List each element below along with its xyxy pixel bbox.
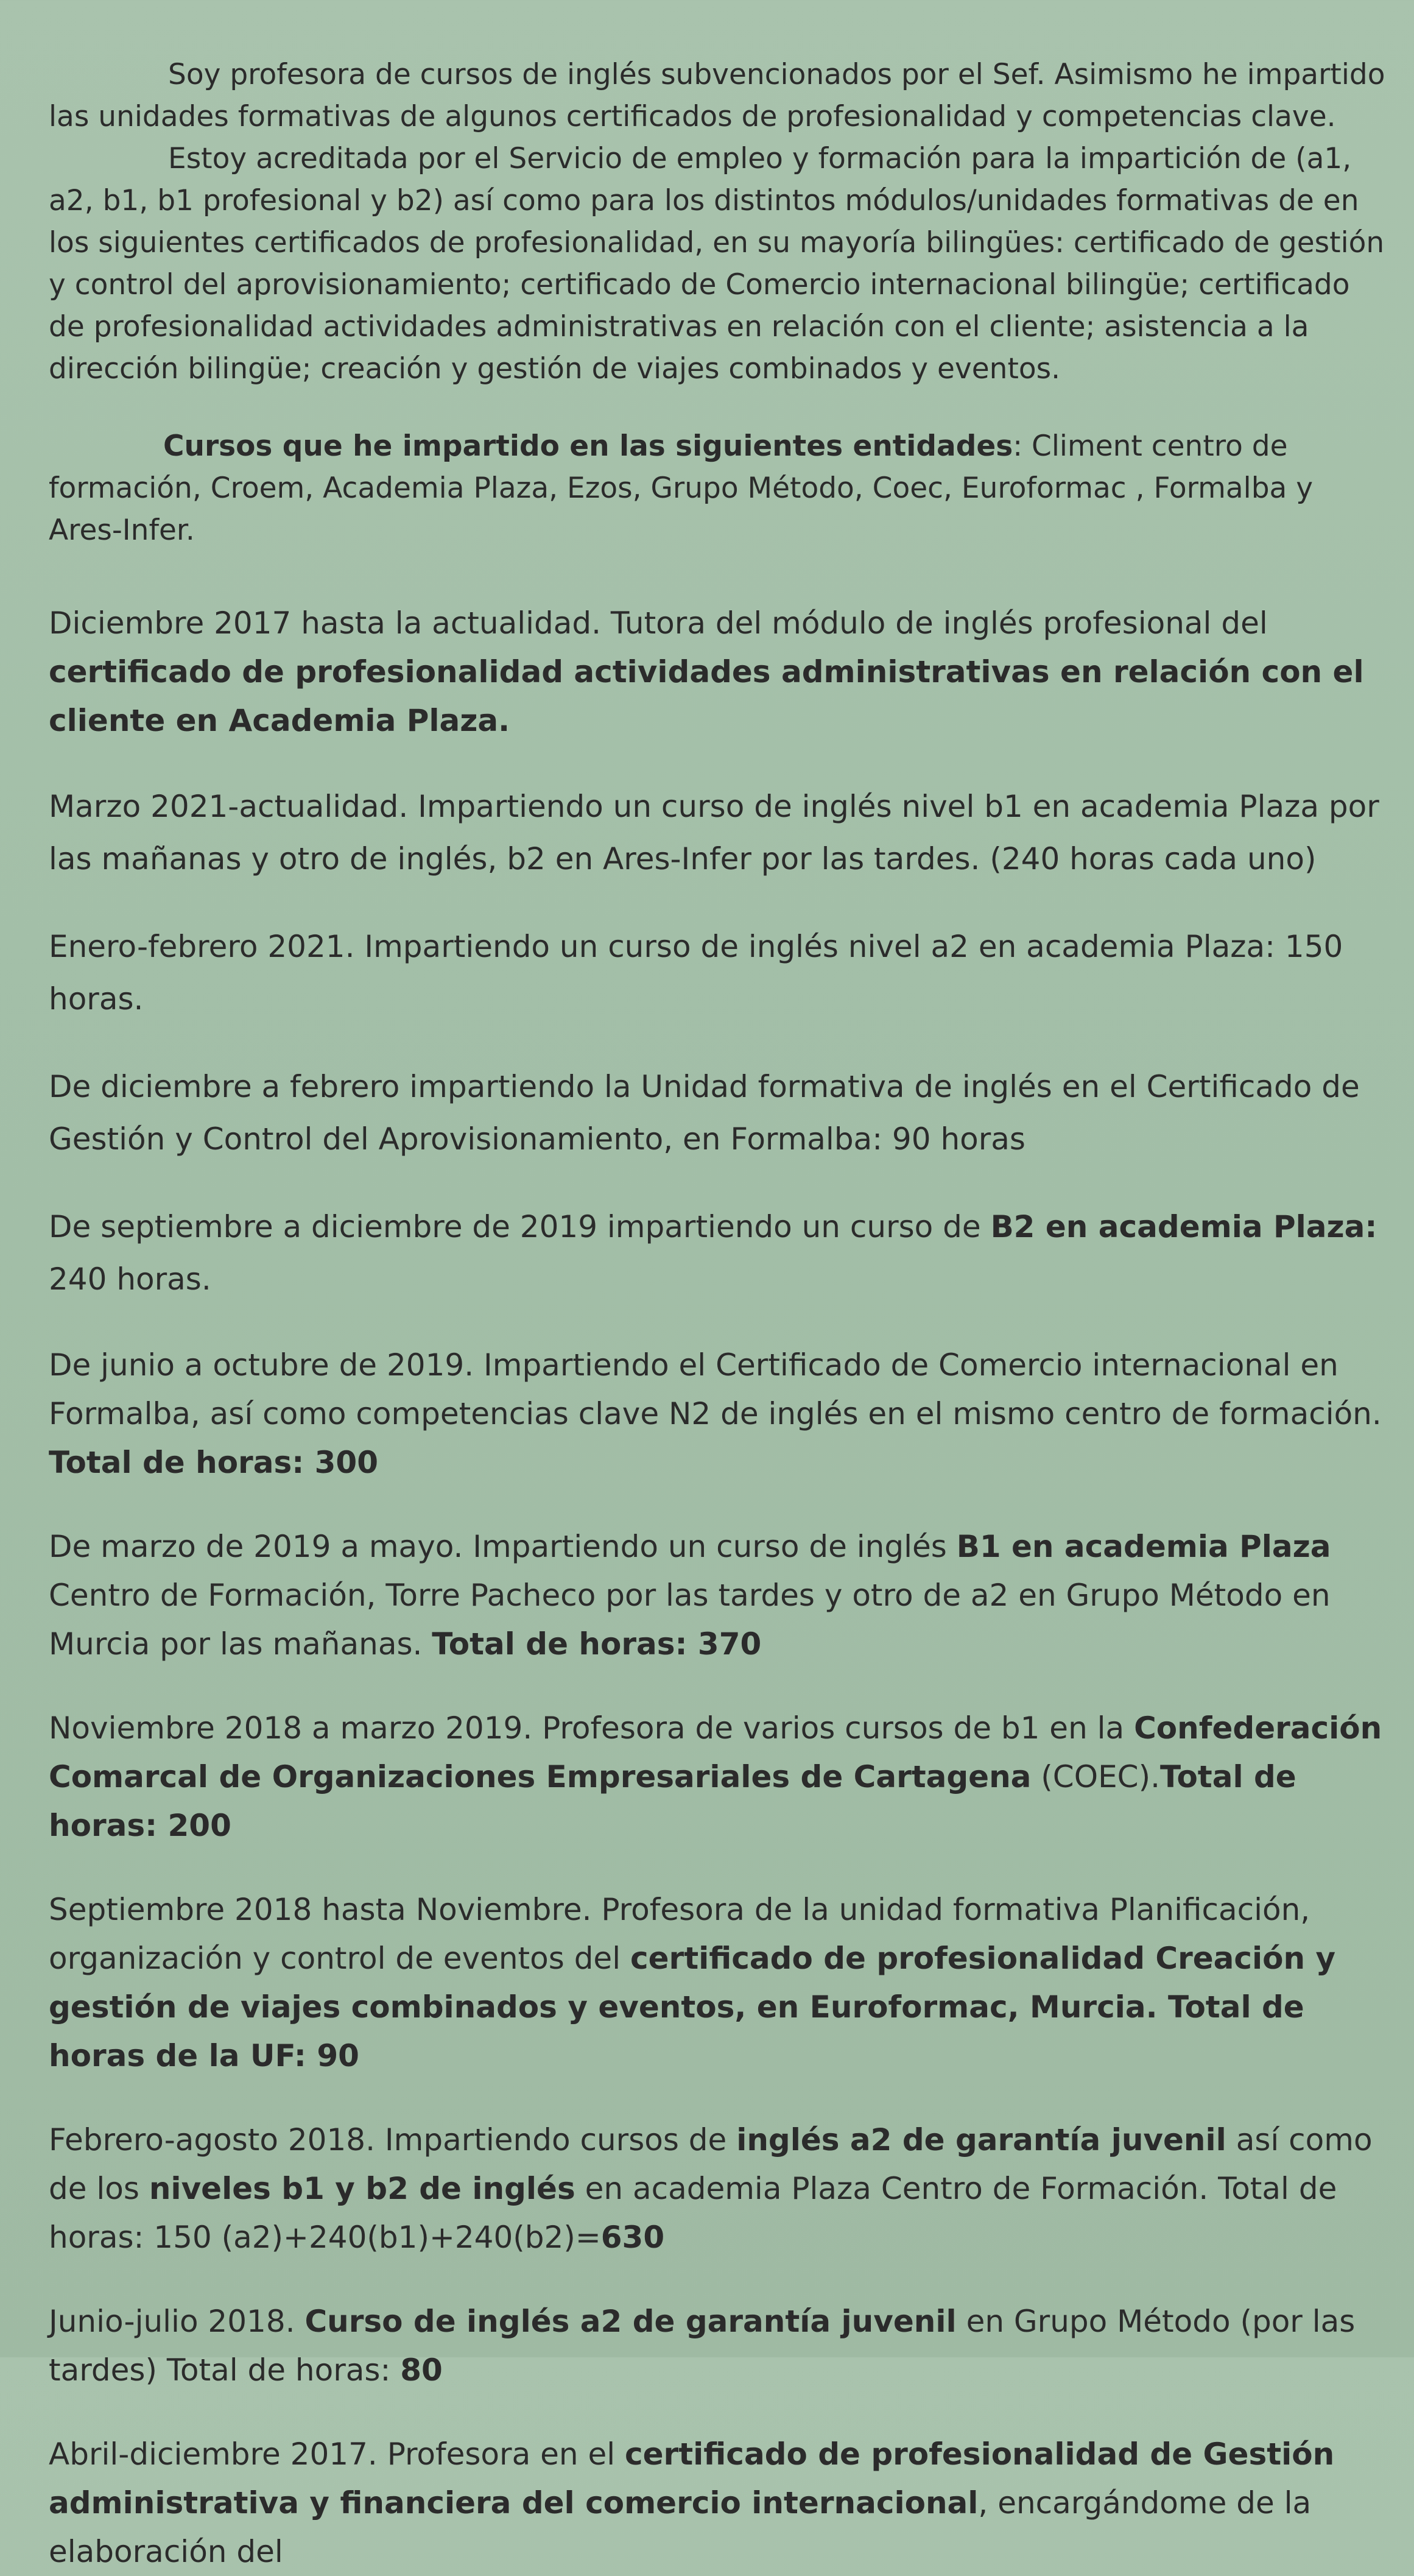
experience-entry [49, 1704, 1390, 1850]
entry-text: Marzo 2021-actualidad. Impartiendo un curso de inglés nivel b1 en academia Plaza por las mañanas y otro de inglés, b2 en Ares-Infer por las tardes. (240 horas cada uno) [49, 789, 1379, 877]
experience-entry [49, 2115, 1390, 2262]
entry-text: Noviembre 2018 a marzo 2019. Profesora de varios cursos de b1 en la [49, 1710, 1134, 1746]
spacer [49, 390, 1390, 425]
experience-entry [49, 1522, 1390, 1668]
entry-text: Diciembre 2017 hasta la actualidad. Tutora del módulo de inglés profesional del [49, 605, 1268, 641]
entry-bold: Total de horas: 200 [49, 1759, 1296, 1843]
experience-entry [49, 2430, 1390, 2576]
entry-text: De septiembre a diciembre de 2019 impartiendo un curso de [49, 1209, 991, 1244]
intro-paragraph-2: Estoy acreditada por el Servicio de empleo y formación para la impartición de (a1, a2, b1, b1 profesional y b2) así como para los distintos módulos/unidades formativas de en los siguientes certificados de profesionalidad, en su mayoría bilingües: certificado de gestión y control del aprovisionamiento; certificado de Comercio internacional bilingüe; certificado de profesionalidad actividades administrativas en relación con el cliente; asistencia a la dirección bilingüe; creación y gestión de viajes combinados y eventos. [49, 142, 1385, 386]
experience-entry [49, 1201, 1390, 1305]
entry-text: en academia Plaza Centro de Formación. Total de horas: 150 (a2)+240(b1)+240(b2)= [49, 2171, 1337, 2255]
entry-text: , encargándome de la elaboración del [49, 2485, 1312, 2569]
entry-bold: B2 en academia Plaza: [990, 1209, 1377, 1244]
entities-paragraph [49, 425, 1390, 551]
entry-text: Enero-febrero 2021. Impartiendo un curso de inglés nivel a2 en academia Plaza: 150 horas. [49, 929, 1343, 1017]
intro-paragraph-1: Soy profesora de cursos de inglés subvencionados por el Sef. Asimismo he impartido las unidades formativas de algunos certificados de profesionalidad y competencias clave. [49, 58, 1385, 133]
experience-entry [49, 780, 1390, 885]
entry-text: Centro de Formación, Torre Pacheco por las tardes y otro de a2 en Grupo Método en Murcia por las mañanas. [49, 1578, 1331, 1662]
entry-bold: Total de horas: 300 [49, 1445, 378, 1480]
entry-bold: Confederación Comarcal de Organizaciones Empresariales de Cartagena [49, 1710, 1382, 1794]
experience-entry [49, 599, 1390, 745]
entry-bold: 80 [400, 2352, 443, 2388]
entry-text: así como de los [49, 2122, 1373, 2206]
intro-section [49, 54, 1390, 390]
entry-bold: Total de horas: 370 [432, 1626, 762, 1662]
entry-bold: niveles b1 y b2 de inglés [149, 2171, 575, 2206]
entry-bold: certificado de profesionalidad actividades administrativas en relación con el cliente en Academia Plaza. [49, 654, 1364, 738]
entry-bold: B1 en academia Plaza [956, 1529, 1331, 1564]
entry-text: De diciembre a febrero impartiendo la Unidad formativa de inglés en el Certificado de Gestión y Control del Aprovisionamiento, en Formalba: 90 horas [49, 1069, 1360, 1157]
entry-text: Febrero-agosto 2018. Impartiendo cursos de [49, 2122, 737, 2158]
entry-bold: inglés a2 de garantía juvenil [736, 2122, 1226, 2158]
entry-text: (COEC). [1031, 1759, 1160, 1794]
experience-entry [49, 1885, 1390, 2080]
entry-text: Abril-diciembre 2017. Profesora en el [49, 2437, 625, 2472]
experience-entry [49, 1060, 1390, 1165]
entry-text: en Grupo Método (por las tardes) Total de horas: [49, 2304, 1356, 2388]
entry-bold: certificado de profesionalidad Creación y gestión de viajes combinados y eventos, en Euroformac, Murcia. Total de horas de la UF: 90 [49, 1941, 1336, 2073]
entry-bold: Curso de inglés a2 de garantía juvenil [304, 2304, 957, 2339]
entry-text: Junio-julio 2018. [49, 2304, 305, 2339]
entities-label: Cursos que he impartido en las siguientes entidades [163, 429, 1013, 463]
experience-entry [49, 1341, 1390, 1487]
entry-text: Septiembre 2018 hasta Noviembre. Profesora de la unidad formativa Planificación, organización y control de eventos del [49, 1892, 1310, 1976]
entry-text: 240 horas. [49, 1262, 211, 1297]
entry-text: De junio a octubre de 2019. Impartiendo el Certificado de Comercio internacional en Formalba, así como competencias clave N2 de inglés en el mismo centro de formación. [49, 1347, 1382, 1431]
entry-text: De marzo de 2019 a mayo. Impartiendo un curso de inglés [49, 1529, 957, 1564]
entities-text: : Climent centro de formación, Croem, Academia Plaza, Ezos, Grupo Método, Coec, Euroformac , Formalba y Ares-Infer. [49, 429, 1314, 547]
experience-entry [49, 920, 1390, 1025]
entry-bold: certificado de profesionalidad de Gestión administrativa y financiera del comercio internacional [49, 2437, 1335, 2521]
experience-entry [49, 2297, 1390, 2394]
entry-bold: 630 [600, 2220, 665, 2255]
